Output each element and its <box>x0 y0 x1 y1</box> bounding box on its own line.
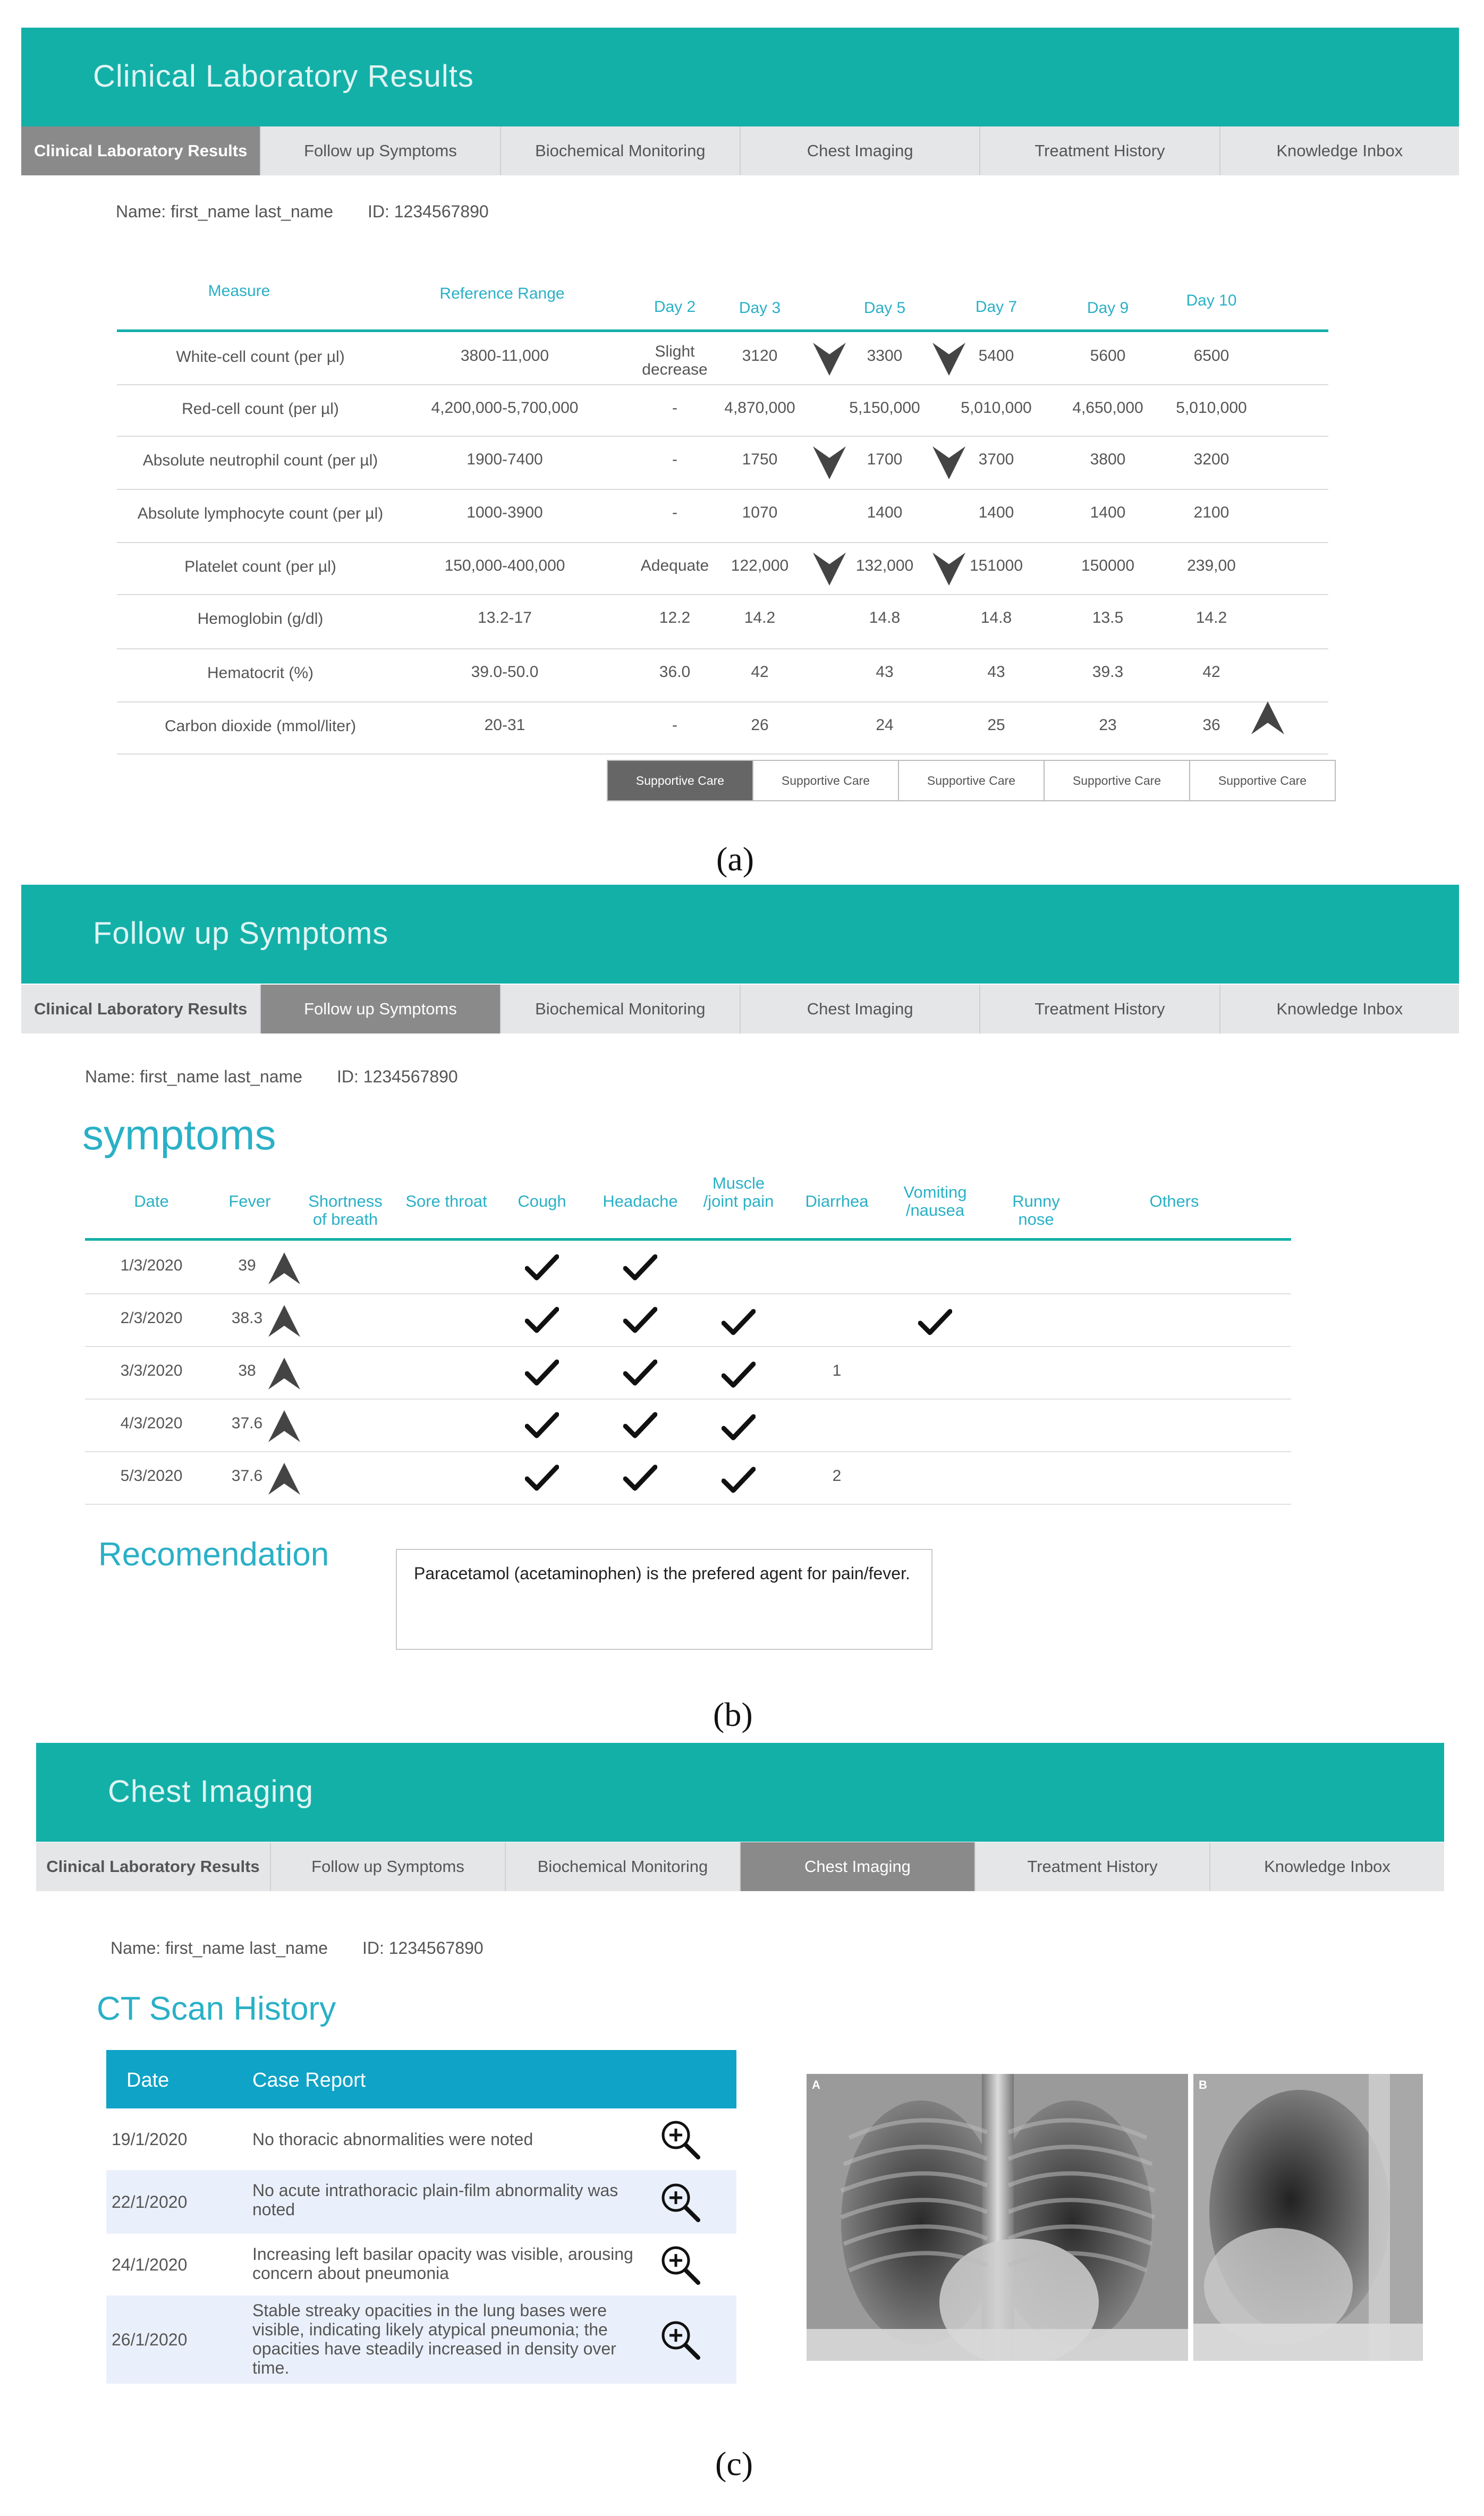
zoom-in-icon[interactable] <box>659 2118 701 2161</box>
lab-measure: Absolute lymphocyte count (per µl) <box>137 505 384 522</box>
header-bar <box>21 885 1459 984</box>
zoom-in-icon[interactable] <box>659 2318 701 2361</box>
ct-row <box>106 2170 736 2234</box>
tab-clinical-laboratory-results[interactable]: Clinical Laboratory Results <box>36 1842 271 1891</box>
caption-b: (b) <box>713 1696 753 1733</box>
lab-measure: Hemoglobin (g/dl) <box>197 610 324 628</box>
lab-cell-day7: 5400 <box>978 347 1014 365</box>
symptom-fever: 38.3 <box>231 1309 263 1327</box>
check-icon <box>525 1306 559 1335</box>
lab-row <box>117 384 1328 437</box>
tab-treatment-history[interactable]: Treatment History <box>980 126 1220 175</box>
lab-cell-ref: 3800-11,000 <box>460 347 549 365</box>
lab-cell-day3: 42 <box>751 663 769 681</box>
lab-cell-day10: 239,00 <box>1187 557 1236 574</box>
symptom-diarrhea: 1 <box>832 1362 842 1379</box>
check-icon <box>722 1308 756 1337</box>
chest-xray-frontal[interactable] <box>807 2074 1188 2361</box>
supportive-care-button[interactable]: Supportive Care <box>899 761 1045 800</box>
lab-cell-day10: 5,010,000 <box>1176 399 1247 417</box>
ct-row <box>106 2234 736 2295</box>
header-bar <box>21 28 1459 126</box>
chevron-down-icon <box>932 553 965 586</box>
tab-knowledge-inbox[interactable]: Knowledge Inbox <box>1276 141 1403 160</box>
lab-cell-ref: 39.0-50.0 <box>471 663 539 681</box>
lab-measure: Red-cell count (per µl) <box>182 400 339 418</box>
zoom-in-icon[interactable] <box>659 2243 701 2286</box>
lab-cell-day2: - <box>672 716 677 734</box>
symptom-date: 5/3/2020 <box>120 1467 183 1485</box>
chevron-down-icon <box>813 446 846 479</box>
lab-cell-day2: - <box>672 399 677 417</box>
lab-cell-day2: - <box>672 504 677 521</box>
tab-knowledge-inbox[interactable]: Knowledge Inbox <box>1276 999 1403 1018</box>
symptoms-table <box>85 1174 1291 1485</box>
lab-cell-day5: 1400 <box>867 504 903 521</box>
lab-cell-day9: 1400 <box>1090 504 1126 521</box>
lab-cell-day7: 3700 <box>978 451 1014 468</box>
section-title: CT Scan History <box>97 1990 336 2027</box>
tab-follow-up-symptoms[interactable]: Follow up Symptoms <box>261 126 501 175</box>
ct-report: Increasing left basilar opacity was visible, arousing concern about pneumonia <box>252 2244 633 2283</box>
lab-cell-day9: 13.5 <box>1092 609 1124 626</box>
lab-cell-ref: 150,000-400,000 <box>444 557 565 574</box>
supportive-care-bar <box>607 760 1336 801</box>
lab-cell-day10: 6500 <box>1193 347 1229 365</box>
lab-cell-day9: 4,650,000 <box>1072 399 1143 417</box>
ct-date: 26/1/2020 <box>112 2330 188 2349</box>
ct-report: No thoracic abnormalities were noted <box>252 2130 533 2149</box>
symptom-row <box>85 1293 1291 1347</box>
ct-report: Stable streaky opacities in the lung bases were visible, indicating likely atypical pneumonia; the opacities have steadily increased in density over time. <box>252 2301 616 2377</box>
symptom-row <box>85 1346 1291 1400</box>
lab-cell-day9: 3800 <box>1090 451 1126 468</box>
patient-name: Name: first_name last_name <box>116 202 334 221</box>
symptom-fever: 37.6 <box>231 1467 263 1485</box>
patient-id: ID: 1234567890 <box>367 202 489 221</box>
tab-treatment-history[interactable]: Treatment History <box>980 985 1220 1033</box>
lab-cell-day7: 1400 <box>978 504 1014 521</box>
chevron-up-icon <box>1251 701 1284 734</box>
symptom-col-header: Vomiting /nausea <box>903 1183 967 1219</box>
lab-cell-day9: 23 <box>1099 716 1117 734</box>
symptom-col-header: Date <box>134 1192 169 1210</box>
caption-c: (c) <box>715 2445 753 2483</box>
lab-row <box>117 648 1328 702</box>
lab-cell-day2: Slight decrease <box>642 343 708 378</box>
lab-cell-day7: 43 <box>987 663 1005 681</box>
header-bar <box>36 1743 1444 1842</box>
ct-date: 22/1/2020 <box>112 2192 188 2212</box>
check-icon <box>525 1359 559 1387</box>
lab-col-header: Day 10 <box>1186 292 1237 309</box>
lab-col-header: Measure <box>208 282 270 300</box>
chevron-down-icon <box>813 343 846 376</box>
chevron-up-icon <box>268 1305 300 1337</box>
page-title: Chest Imaging <box>108 1774 313 1809</box>
recommendation-text[interactable]: Paracetamol (acetaminophen) is the prefered agent for pain/fever. <box>396 1549 932 1650</box>
lab-col-header: Day 9 <box>1087 299 1129 317</box>
symptom-col-header: Muscle /joint pain <box>703 1174 774 1210</box>
patient-name: Name: first_name last_name <box>85 1067 303 1086</box>
lab-cell-day5: 3300 <box>867 347 903 365</box>
lab-cell-day7: 14.8 <box>980 609 1012 626</box>
patient-info <box>85 1067 488 1087</box>
lab-cell-day2: - <box>672 451 677 468</box>
ct-date: 24/1/2020 <box>112 2255 188 2274</box>
symptom-date: 4/3/2020 <box>120 1414 183 1432</box>
lab-cell-day5: 24 <box>876 716 894 734</box>
xray-label-b: B <box>1199 2078 1207 2091</box>
lab-cell-day3: 1070 <box>742 504 778 521</box>
check-icon <box>525 1411 559 1440</box>
tab-bar <box>21 126 1459 175</box>
supportive-care-button[interactable]: Supportive Care <box>753 761 899 800</box>
lab-cell-day10: 42 <box>1202 663 1220 681</box>
lab-cell-day10: 36 <box>1202 716 1220 734</box>
chevron-down-icon <box>813 553 846 586</box>
supportive-care-button[interactable]: Supportive Care <box>608 761 753 800</box>
lab-col-header: Reference Range <box>439 285 565 302</box>
check-icon <box>525 1253 559 1282</box>
ct-table-header <box>106 2050 736 2108</box>
patient-info <box>111 1938 513 1958</box>
symptom-row <box>85 1241 1291 1294</box>
tab-treatment-history[interactable]: Treatment History <box>976 1842 1210 1891</box>
lab-cell-day3: 26 <box>751 716 769 734</box>
symptom-fever: 39 <box>238 1257 256 1274</box>
lab-col-header: Day 5 <box>863 299 906 317</box>
page-title: Clinical Laboratory Results <box>93 59 474 94</box>
symptom-date: 1/3/2020 <box>120 1257 183 1274</box>
chest-xray-lateral[interactable] <box>1193 2074 1423 2361</box>
tab-clinical-laboratory-results[interactable]: Clinical Laboratory Results <box>21 985 261 1033</box>
tab-chest-imaging[interactable]: Chest Imaging <box>741 1842 976 1891</box>
tab-bar <box>36 1842 1444 1891</box>
check-icon <box>722 1413 756 1442</box>
tab-follow-up-symptoms[interactable]: Follow up Symptoms <box>261 985 501 1033</box>
lab-cell-day3: 122,000 <box>731 557 789 574</box>
caption-a: (a) <box>716 840 754 878</box>
supportive-care-button[interactable]: Supportive Care <box>1045 761 1190 800</box>
symptom-row <box>85 1451 1291 1505</box>
lab-measure: Hematocrit (%) <box>207 664 314 682</box>
chevron-up-icon <box>268 1410 300 1442</box>
symptom-col-header: Others <box>1149 1192 1199 1210</box>
patient-info <box>116 202 519 222</box>
symptom-date: 3/3/2020 <box>120 1362 183 1379</box>
lab-row <box>117 542 1328 595</box>
ct-report: No acute intrathoracic plain-film abnormality was noted <box>252 2181 618 2219</box>
symptom-col-header: Sore throat <box>405 1192 487 1210</box>
lab-measure: Platelet count (per µl) <box>184 558 336 575</box>
lab-row <box>117 332 1328 385</box>
zoom-in-icon[interactable] <box>659 2181 701 2223</box>
tab-biochemical-monitoring[interactable]: Biochemical Monitoring <box>506 1842 741 1891</box>
lab-cell-day2: Adequate <box>640 557 709 574</box>
supportive-care-button[interactable]: Supportive Care <box>1218 773 1307 787</box>
tab-chest-imaging[interactable]: Chest Imaging <box>741 126 980 175</box>
lab-row <box>117 489 1328 543</box>
lab-cell-day5: 1700 <box>867 451 903 468</box>
lab-cell-ref: 4,200,000-5,700,000 <box>431 399 579 417</box>
lab-cell-day10: 2100 <box>1193 504 1229 521</box>
page-title: Follow up Symptoms <box>93 916 389 951</box>
tab-biochemical-monitoring[interactable]: Biochemical Monitoring <box>501 985 741 1033</box>
lab-cell-day5: 5,150,000 <box>849 399 920 417</box>
ct-row <box>106 2295 736 2384</box>
symptom-fever: 38 <box>238 1362 256 1379</box>
lab-cell-day10: 3200 <box>1193 451 1229 468</box>
recommendation-title: Recomendation <box>98 1536 329 1573</box>
symptom-col-header: Diarrhea <box>805 1192 869 1210</box>
lab-cell-day3: 4,870,000 <box>724 399 795 417</box>
lab-cell-day3: 1750 <box>742 451 778 468</box>
tab-knowledge-inbox[interactable]: Knowledge Inbox <box>1264 1857 1390 1876</box>
symptom-col-header: Shortness of breath <box>308 1192 383 1229</box>
lab-cell-day5: 43 <box>876 663 894 681</box>
symptom-fever: 37.6 <box>231 1414 263 1432</box>
symptom-col-header: Headache <box>603 1192 678 1210</box>
lab-col-header: Day 3 <box>739 299 781 317</box>
symptom-col-header: Runny nose <box>1012 1192 1060 1229</box>
symptom-date: 2/3/2020 <box>120 1309 183 1327</box>
lab-cell-day10: 14.2 <box>1195 609 1227 626</box>
lab-row <box>117 701 1328 755</box>
lab-results-table <box>117 276 1344 755</box>
lab-cell-day5: 14.8 <box>869 609 901 626</box>
check-icon <box>623 1359 657 1387</box>
lab-cell-day9: 5600 <box>1090 347 1126 365</box>
lab-cell-ref: 13.2-17 <box>478 609 532 626</box>
lab-col-header: Day 2 <box>654 298 696 316</box>
lab-cell-day3: 14.2 <box>744 609 776 626</box>
lab-measure: Absolute neutrophil count (per µl) <box>142 452 378 469</box>
tab-bar <box>21 985 1459 1033</box>
lab-measure: Carbon dioxide (mmol/liter) <box>164 717 357 735</box>
tab-chest-imaging[interactable]: Chest Imaging <box>741 985 980 1033</box>
lab-cell-ref: 1900-7400 <box>467 451 543 468</box>
symptom-row <box>85 1399 1291 1452</box>
lab-cell-day5: 132,000 <box>855 557 914 574</box>
patient-id: ID: 1234567890 <box>336 1067 458 1086</box>
symptom-col-header: Fever <box>228 1192 271 1210</box>
ct-history-table <box>106 2050 736 2384</box>
lab-cell-day9: 150000 <box>1081 557 1135 574</box>
lab-cell-day2: 12.2 <box>659 609 691 626</box>
lab-cell-day2: 36.0 <box>659 663 691 681</box>
tab-clinical-laboratory-results[interactable]: Clinical Laboratory Results <box>21 126 261 175</box>
lab-cell-day7: 25 <box>987 716 1005 734</box>
lab-measure: White-cell count (per µl) <box>176 348 345 366</box>
chevron-down-icon <box>932 446 965 479</box>
patient-id: ID: 1234567890 <box>362 1938 484 1958</box>
check-icon <box>623 1464 657 1493</box>
section-title: symptoms <box>82 1111 276 1158</box>
ct-header-date: Date <box>126 2069 169 2091</box>
check-icon <box>623 1253 657 1282</box>
lab-cell-ref: 1000-3900 <box>467 504 543 521</box>
symptom-col-header: Cough <box>518 1192 566 1210</box>
chevron-up-icon <box>268 1358 300 1390</box>
ct-date: 19/1/2020 <box>112 2130 188 2149</box>
patient-name: Name: first_name last_name <box>111 1938 328 1958</box>
lab-cell-day7: 5,010,000 <box>961 399 1032 417</box>
lab-cell-day3: 3120 <box>742 347 778 365</box>
check-icon <box>525 1464 559 1493</box>
xray-label-a: A <box>812 2078 820 2091</box>
lab-cell-day7: 151000 <box>969 557 1023 574</box>
lab-col-header: Day 7 <box>975 298 1017 316</box>
check-icon <box>918 1308 952 1337</box>
tab-biochemical-monitoring[interactable]: Biochemical Monitoring <box>501 126 741 175</box>
ct-header-report: Case Report <box>252 2069 366 2091</box>
chevron-up-icon <box>268 1252 300 1284</box>
symptom-diarrhea: 2 <box>832 1467 842 1485</box>
ct-row <box>106 2108 736 2170</box>
chevron-up-icon <box>268 1463 300 1495</box>
chevron-down-icon <box>932 343 965 376</box>
lab-cell-day9: 39.3 <box>1092 663 1124 681</box>
check-icon <box>623 1411 657 1440</box>
check-icon <box>722 1466 756 1495</box>
check-icon <box>623 1306 657 1335</box>
lab-row <box>117 594 1328 649</box>
check-icon <box>722 1361 756 1390</box>
lab-row <box>117 436 1328 490</box>
lab-cell-ref: 20-31 <box>484 716 525 734</box>
tab-follow-up-symptoms[interactable]: Follow up Symptoms <box>271 1842 506 1891</box>
